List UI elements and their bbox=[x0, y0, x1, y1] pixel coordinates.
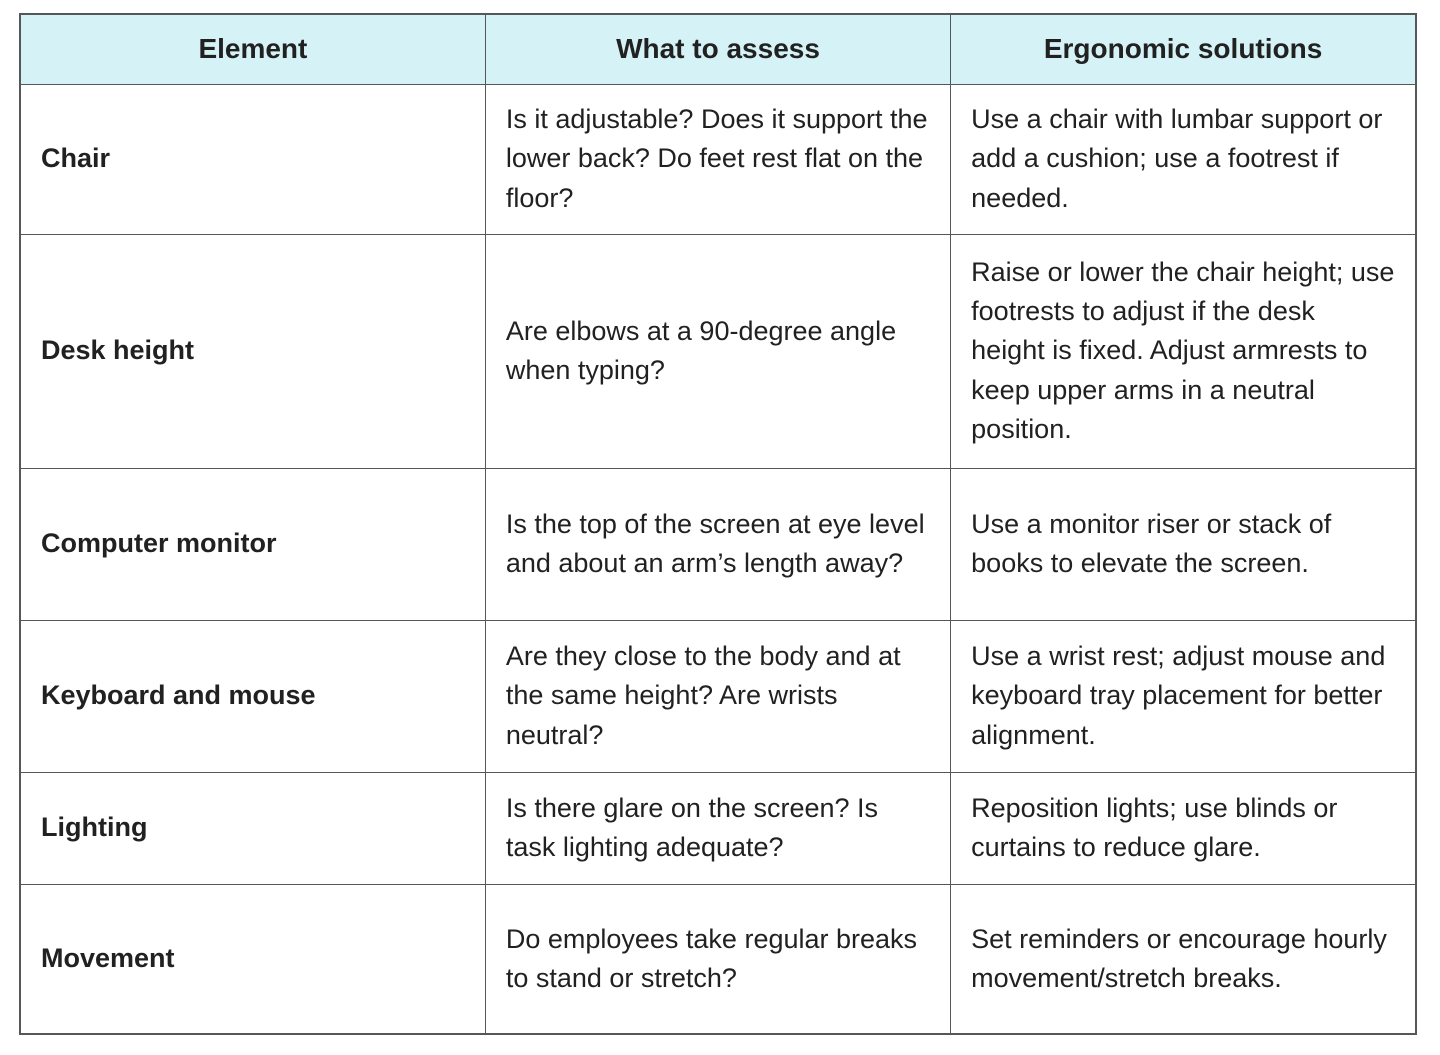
assess-cell: Are they close to the body and at the same height? Are wrists neutral? bbox=[485, 620, 950, 772]
solution-cell: Use a chair with lumbar support or add a cushion; use a footrest if needed. bbox=[951, 84, 1416, 234]
solution-cell: Use a wrist rest; adjust mouse and keyboard tray placement for better alignment. bbox=[951, 620, 1416, 772]
assess-cell: Is the top of the screen at eye level and about an arm’s length away? bbox=[485, 468, 950, 620]
element-cell: Desk height bbox=[20, 234, 485, 468]
element-cell: Movement bbox=[20, 884, 485, 1034]
element-cell: Keyboard and mouse bbox=[20, 620, 485, 772]
header-row bbox=[20, 14, 1416, 84]
column-header-what-to-assess: What to assess bbox=[485, 14, 950, 84]
solution-cell: Raise or lower the chair height; use footrests to adjust if the desk height is fixed. Adjust armrests to keep upper arms in a neutral position. bbox=[951, 234, 1416, 468]
table-header bbox=[20, 14, 1416, 84]
table-row bbox=[20, 84, 1416, 234]
solution-cell: Use a monitor riser or stack of books to elevate the screen. bbox=[951, 468, 1416, 620]
element-cell: Chair bbox=[20, 84, 485, 234]
element-cell: Computer monitor bbox=[20, 468, 485, 620]
solution-cell: Set reminders or encourage hourly movement/stretch breaks. bbox=[951, 884, 1416, 1034]
assess-cell: Is there glare on the screen? Is task lighting adequate? bbox=[485, 772, 950, 884]
table-body bbox=[20, 84, 1416, 1034]
column-header-element: Element bbox=[20, 14, 485, 84]
assess-cell: Are elbows at a 90-degree angle when typing? bbox=[485, 234, 950, 468]
assess-cell: Is it adjustable? Does it support the lower back? Do feet rest flat on the floor? bbox=[485, 84, 950, 234]
column-header-ergonomic-solutions: Ergonomic solutions bbox=[951, 14, 1416, 84]
table-row bbox=[20, 620, 1416, 772]
ergonomics-table-container bbox=[19, 13, 1417, 1035]
assess-cell: Do employees take regular breaks to stand or stretch? bbox=[485, 884, 950, 1034]
table-row bbox=[20, 772, 1416, 884]
table-row bbox=[20, 234, 1416, 468]
table-row bbox=[20, 884, 1416, 1034]
element-cell: Lighting bbox=[20, 772, 485, 884]
table-row bbox=[20, 468, 1416, 620]
solution-cell: Reposition lights; use blinds or curtains to reduce glare. bbox=[951, 772, 1416, 884]
ergonomics-assessment-table bbox=[19, 13, 1417, 1035]
